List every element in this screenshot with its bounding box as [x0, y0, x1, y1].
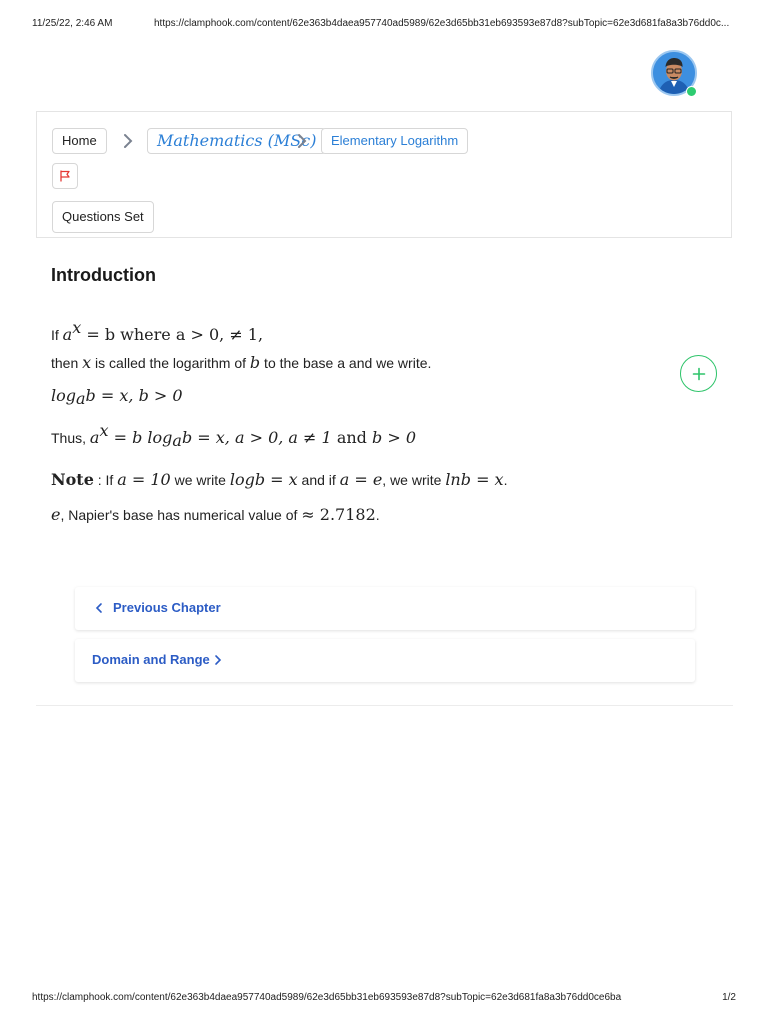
- text-if: If: [51, 327, 59, 343]
- print-datetime: 11/25/22, 2:46 AM: [32, 18, 113, 29]
- breadcrumb-home[interactable]: Home: [52, 128, 107, 154]
- math-log: log: [147, 428, 173, 447]
- divider: [36, 705, 733, 706]
- page-number: 1/2: [722, 992, 736, 1003]
- math-conditions: b = x, a > 0, a ≠ 1: [181, 428, 337, 447]
- math-equals-b: = b: [108, 428, 148, 447]
- math-base-a: a: [172, 431, 182, 450]
- math-a-eq-e: a = e: [339, 470, 383, 489]
- text-and-if: and if: [297, 472, 340, 488]
- chevron-right-icon: [295, 131, 309, 151]
- math-a: a: [62, 325, 73, 344]
- math-x: x: [82, 353, 92, 372]
- math-base-a: a: [76, 389, 86, 408]
- note-line: [51, 470, 507, 489]
- thus-line: [51, 421, 416, 450]
- page-title: Introduction: [51, 265, 156, 285]
- previous-chapter-label: Previous Chapter: [113, 600, 221, 615]
- previous-chapter-link[interactable]: [75, 587, 695, 630]
- print-footer: [32, 992, 736, 1003]
- math-equals-b: = b: [81, 325, 116, 344]
- definition-line: [51, 318, 263, 344]
- math-b: b: [249, 353, 261, 372]
- chevron-right-icon: [214, 654, 222, 666]
- flag-icon: [58, 169, 72, 183]
- next-chapter-label: Domain and Range: [92, 652, 210, 667]
- add-button[interactable]: [680, 355, 717, 392]
- text-period: .: [503, 472, 508, 488]
- math-a: a: [89, 428, 100, 447]
- math-lnb: lnb = x: [445, 470, 504, 489]
- math-formula-rest: b = x, b > 0: [85, 386, 183, 405]
- flag-button[interactable]: [52, 163, 78, 189]
- math-approx-value: ≈ 2.7182: [301, 505, 376, 524]
- math-condition: a > 0, ≠ 1,: [175, 325, 264, 344]
- text-called: is called the logarithm of: [91, 355, 250, 371]
- napier-line: [51, 505, 380, 524]
- print-url: https://clamphook.com/content/62e363b4daea957740ad5989/62e3d65bb31eb693593e87d8?subTopic=62e3d681fa8a3b76dd0c...: [154, 18, 730, 29]
- note-label: Note: [51, 470, 94, 489]
- plus-icon: [692, 367, 706, 381]
- math-exponent-x: x: [99, 421, 109, 440]
- explanation-line: [51, 353, 431, 372]
- math-logb: logb = x: [229, 470, 298, 489]
- text-if: : If: [93, 472, 118, 488]
- breadcrumb: [36, 111, 732, 238]
- text-we-write: , we write: [382, 472, 446, 488]
- text-we-write: we write: [170, 472, 230, 488]
- breadcrumb-elementary-logarithm[interactable]: Elementary Logarithm: [321, 128, 468, 154]
- text-period: .: [375, 507, 380, 523]
- text-and: and: [336, 428, 367, 447]
- next-chapter-link[interactable]: [75, 639, 695, 682]
- text-base: to the base a and we write.: [260, 355, 432, 371]
- text-where: where: [115, 325, 176, 344]
- math-a-eq-10: a = 10: [117, 470, 171, 489]
- math-exponent-x: x: [72, 318, 82, 337]
- print-header: [32, 18, 736, 32]
- chevron-right-icon: [121, 131, 135, 151]
- text-thus: Thus,: [51, 430, 90, 446]
- chevron-left-icon: [95, 602, 103, 614]
- text-then: then: [51, 355, 83, 371]
- breadcrumb-mathematics[interactable]: Mathematics (MSc): [147, 128, 326, 154]
- math-b-positive: b > 0: [366, 428, 416, 447]
- print-footer-url: https://clamphook.com/content/62e363b4daea957740ad5989/62e3d65bb31eb693593e87d8?subTopic=62e3d681fa8a3b76dd0ce6ba: [32, 992, 622, 1003]
- math-e: e: [51, 505, 61, 524]
- questions-set-button[interactable]: Questions Set: [52, 201, 154, 233]
- text-napier: , Napier's base has numerical value of: [60, 507, 302, 523]
- math-log: log: [51, 386, 76, 405]
- formula-line: [51, 386, 183, 408]
- online-status-dot: [686, 86, 697, 97]
